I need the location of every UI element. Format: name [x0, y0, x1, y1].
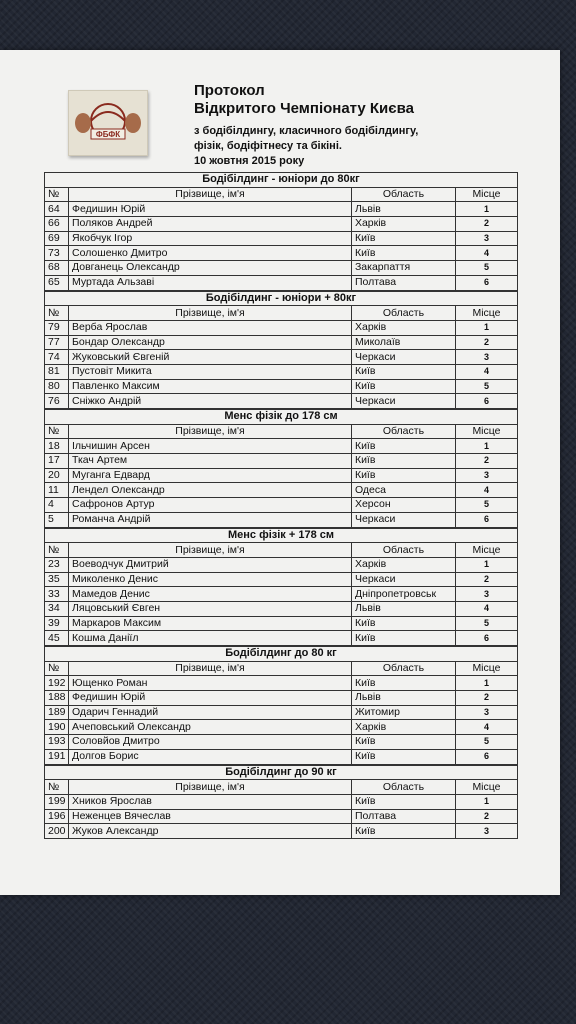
athlete-region: Херсон: [351, 498, 455, 513]
athlete-number: 196: [45, 809, 69, 824]
athlete-place: 6: [455, 631, 517, 646]
table-row: [45, 394, 518, 409]
athlete-number: 45: [45, 631, 69, 646]
athlete-place: 5: [455, 498, 517, 513]
athlete-region: Київ: [351, 749, 455, 764]
category-table: [44, 409, 518, 528]
header-region: Область: [351, 187, 455, 202]
athlete-name: Воеводчук Дмитрий: [69, 557, 352, 572]
category-table: [44, 765, 518, 839]
document-title-event: Відкритого Чемпіонату Києва: [194, 100, 414, 117]
athlete-name: Сніжко Андрій: [69, 394, 352, 409]
athlete-region: Львів: [351, 202, 455, 217]
athlete-name: Жуков Александр: [69, 824, 352, 839]
header-region: Область: [351, 306, 455, 321]
athlete-number: 64: [45, 202, 69, 217]
athlete-place: 1: [455, 202, 517, 217]
table-row: [45, 350, 518, 365]
table-row: [45, 824, 518, 839]
header-number: №: [45, 543, 69, 558]
athlete-number: 189: [45, 705, 69, 720]
table-row: [45, 320, 518, 335]
athlete-place: 2: [455, 572, 517, 587]
athlete-number: 73: [45, 246, 69, 261]
athlete-number: 11: [45, 483, 69, 498]
header-name: Прізвище, ім'я: [69, 661, 352, 676]
athlete-region: Харків: [351, 720, 455, 735]
athlete-number: 76: [45, 394, 69, 409]
athlete-region: Полтава: [351, 809, 455, 824]
athlete-name: Поляков Андрей: [69, 217, 352, 232]
athlete-name: Маркаров Максим: [69, 616, 352, 631]
header-region: Область: [351, 780, 455, 795]
table-row: [45, 631, 518, 646]
header-region: Область: [351, 424, 455, 439]
athlete-number: 20: [45, 468, 69, 483]
athlete-number: 79: [45, 320, 69, 335]
document-subtitle-1: з бодібілдингу, класичного бодібілдингу,: [194, 125, 419, 137]
table-row: [45, 557, 518, 572]
table-row: [45, 601, 518, 616]
athlete-region: Черкаси: [351, 350, 455, 365]
athlete-place: 4: [455, 246, 517, 261]
athlete-number: 68: [45, 261, 69, 276]
athlete-name: Одарич Геннадий: [69, 705, 352, 720]
athlete-place: 1: [455, 794, 517, 809]
category-title: Бодібілдинг - юніори до 80кг: [45, 173, 518, 188]
athlete-name: Сафронов Артур: [69, 498, 352, 513]
table-row: [45, 275, 518, 290]
header-number: №: [45, 306, 69, 321]
athlete-number: 5: [45, 512, 69, 527]
athlete-region: Київ: [351, 676, 455, 691]
athlete-number: 81: [45, 364, 69, 379]
table-row: [45, 705, 518, 720]
athlete-region: Дніпропетровськ: [351, 587, 455, 602]
table-row: [45, 587, 518, 602]
athlete-place: 1: [455, 320, 517, 335]
athlete-place: 1: [455, 557, 517, 572]
athlete-name: Якобчук Ігор: [69, 231, 352, 246]
table-row: [45, 483, 518, 498]
athlete-name: Хников Ярослав: [69, 794, 352, 809]
header-place: Місце: [455, 306, 517, 321]
athlete-region: Львів: [351, 691, 455, 706]
table-row: [45, 498, 518, 513]
athlete-place: 3: [455, 468, 517, 483]
header-name: Прізвище, ім'я: [69, 187, 352, 202]
athlete-place: 5: [455, 379, 517, 394]
athlete-place: 2: [455, 454, 517, 469]
athlete-number: 77: [45, 335, 69, 350]
athlete-place: 5: [455, 261, 517, 276]
athlete-place: 4: [455, 720, 517, 735]
athlete-region: Харків: [351, 557, 455, 572]
athlete-place: 2: [455, 691, 517, 706]
table-row: [45, 454, 518, 469]
athlete-place: 1: [455, 676, 517, 691]
document-date: 10 жовтня 2015 року: [194, 155, 305, 167]
category-table: [44, 172, 518, 291]
athlete-name: Миколенко Денис: [69, 572, 352, 587]
athlete-number: 190: [45, 720, 69, 735]
athlete-place: 5: [455, 735, 517, 750]
category-title: Бодібілдинг до 80 кг: [45, 647, 518, 662]
federation-logo: [68, 90, 148, 156]
table-row: [45, 720, 518, 735]
athlete-number: 193: [45, 735, 69, 750]
athlete-number: 80: [45, 379, 69, 394]
table-row: [45, 246, 518, 261]
header-place: Місце: [455, 424, 517, 439]
athlete-number: 34: [45, 601, 69, 616]
athlete-region: Житомир: [351, 705, 455, 720]
category-table: [44, 528, 518, 647]
athlete-region: Київ: [351, 379, 455, 394]
header-number: №: [45, 661, 69, 676]
table-row: [45, 676, 518, 691]
header-name: Прізвище, ім'я: [69, 543, 352, 558]
category-title: Менс фізік + 178 см: [45, 528, 518, 543]
category-title: Бодібілдинг - юніори + 80кг: [45, 291, 518, 306]
athlete-region: Київ: [351, 631, 455, 646]
table-row: [45, 616, 518, 631]
table-row: [45, 468, 518, 483]
athlete-name: Бондар Олександр: [69, 335, 352, 350]
category-title: Менс фізік до 178 см: [45, 410, 518, 425]
athlete-name: Ляцовський Євген: [69, 601, 352, 616]
athlete-region: Київ: [351, 735, 455, 750]
athlete-name: Павленко Максим: [69, 379, 352, 394]
athlete-region: Київ: [351, 364, 455, 379]
table-row: [45, 217, 518, 232]
table-row: [45, 231, 518, 246]
athlete-region: Київ: [351, 616, 455, 631]
table-row: [45, 809, 518, 824]
athlete-name: Ільчишин Арсен: [69, 439, 352, 454]
table-row: [45, 379, 518, 394]
category-title: Бодібілдинг до 90 кг: [45, 765, 518, 780]
table-row: [45, 735, 518, 750]
athlete-region: Миколаїв: [351, 335, 455, 350]
athlete-name: Солошенко Дмитро: [69, 246, 352, 261]
header-place: Місце: [455, 543, 517, 558]
athlete-place: 3: [455, 824, 517, 839]
category-table: [44, 646, 518, 765]
athlete-place: 6: [455, 275, 517, 290]
athlete-place: 2: [455, 217, 517, 232]
header-region: Область: [351, 661, 455, 676]
document-title: Протокол: [194, 82, 265, 99]
athlete-region: Полтава: [351, 275, 455, 290]
athlete-region: Київ: [351, 246, 455, 261]
athlete-name: Верба Ярослав: [69, 320, 352, 335]
athlete-number: 69: [45, 231, 69, 246]
athlete-name: Мамедов Денис: [69, 587, 352, 602]
athlete-region: Київ: [351, 794, 455, 809]
table-row: [45, 439, 518, 454]
athlete-place: 5: [455, 616, 517, 631]
athlete-place: 3: [455, 350, 517, 365]
table-row: [45, 691, 518, 706]
table-row: [45, 749, 518, 764]
athlete-place: 2: [455, 335, 517, 350]
athlete-region: Черкаси: [351, 394, 455, 409]
athlete-region: Київ: [351, 468, 455, 483]
athlete-place: 2: [455, 809, 517, 824]
table-row: [45, 261, 518, 276]
athlete-place: 3: [455, 231, 517, 246]
athlete-number: 74: [45, 350, 69, 365]
athlete-region: Київ: [351, 439, 455, 454]
header-number: №: [45, 424, 69, 439]
header-name: Прізвище, ім'я: [69, 424, 352, 439]
table-row: [45, 572, 518, 587]
athlete-number: 200: [45, 824, 69, 839]
header-number: №: [45, 187, 69, 202]
athlete-number: 65: [45, 275, 69, 290]
athlete-region: Черкаси: [351, 512, 455, 527]
athlete-name: Долгов Борис: [69, 749, 352, 764]
header-name: Прізвище, ім'я: [69, 306, 352, 321]
svg-text:ФБФК: ФБФК: [95, 130, 121, 139]
athlete-region: Харків: [351, 217, 455, 232]
header-place: Місце: [455, 661, 517, 676]
athlete-name: Романча Андрій: [69, 512, 352, 527]
athlete-name: Федишин Юрій: [69, 202, 352, 217]
table-row: [45, 794, 518, 809]
athlete-number: 66: [45, 217, 69, 232]
athlete-region: Одеса: [351, 483, 455, 498]
athlete-number: 191: [45, 749, 69, 764]
athlete-name: Ачеповський Олександр: [69, 720, 352, 735]
athlete-number: 17: [45, 454, 69, 469]
table-row: [45, 202, 518, 217]
athlete-number: 18: [45, 439, 69, 454]
athlete-name: Пустовіт Микита: [69, 364, 352, 379]
athlete-place: 3: [455, 587, 517, 602]
athlete-name: Федишин Юрій: [69, 691, 352, 706]
athlete-name: Лендел Олександр: [69, 483, 352, 498]
athlete-name: Ткач Артем: [69, 454, 352, 469]
athlete-place: 6: [455, 394, 517, 409]
header-name: Прізвище, ім'я: [69, 780, 352, 795]
header-region: Область: [351, 543, 455, 558]
athlete-number: 35: [45, 572, 69, 587]
header-place: Місце: [455, 780, 517, 795]
athlete-number: 39: [45, 616, 69, 631]
category-table: [44, 291, 518, 410]
athlete-name: Кошма Даніїл: [69, 631, 352, 646]
athlete-name: Довганець Олександр: [69, 261, 352, 276]
athlete-name: Неженцев Вячеслав: [69, 809, 352, 824]
table-row: [45, 364, 518, 379]
athlete-place: 1: [455, 439, 517, 454]
athlete-place: 3: [455, 705, 517, 720]
header-place: Місце: [455, 187, 517, 202]
athlete-region: Київ: [351, 231, 455, 246]
athlete-number: 4: [45, 498, 69, 513]
athlete-number: 192: [45, 676, 69, 691]
athlete-place: 4: [455, 483, 517, 498]
athlete-name: Ющенко Роман: [69, 676, 352, 691]
athlete-region: Львів: [351, 601, 455, 616]
athlete-region: Київ: [351, 824, 455, 839]
athlete-region: Київ: [351, 454, 455, 469]
athlete-place: 4: [455, 364, 517, 379]
athlete-region: Закарпаття: [351, 261, 455, 276]
athlete-region: Черкаси: [351, 572, 455, 587]
table-row: [45, 335, 518, 350]
header-number: №: [45, 780, 69, 795]
athlete-place: 6: [455, 512, 517, 527]
athlete-name: Жуковський Євгеній: [69, 350, 352, 365]
table-row: [45, 512, 518, 527]
athlete-place: 4: [455, 601, 517, 616]
athlete-place: 6: [455, 749, 517, 764]
athlete-number: 33: [45, 587, 69, 602]
athlete-number: 199: [45, 794, 69, 809]
athlete-name: Соловйов Дмитро: [69, 735, 352, 750]
athlete-number: 188: [45, 691, 69, 706]
document-subtitle-2: фізік, бодіфітнесу та бікіні.: [194, 140, 342, 152]
athlete-number: 23: [45, 557, 69, 572]
results-tables: [44, 172, 518, 839]
athlete-name: Муганга Едвард: [69, 468, 352, 483]
athlete-name: Муртада Альзаві: [69, 275, 352, 290]
athlete-region: Харків: [351, 320, 455, 335]
